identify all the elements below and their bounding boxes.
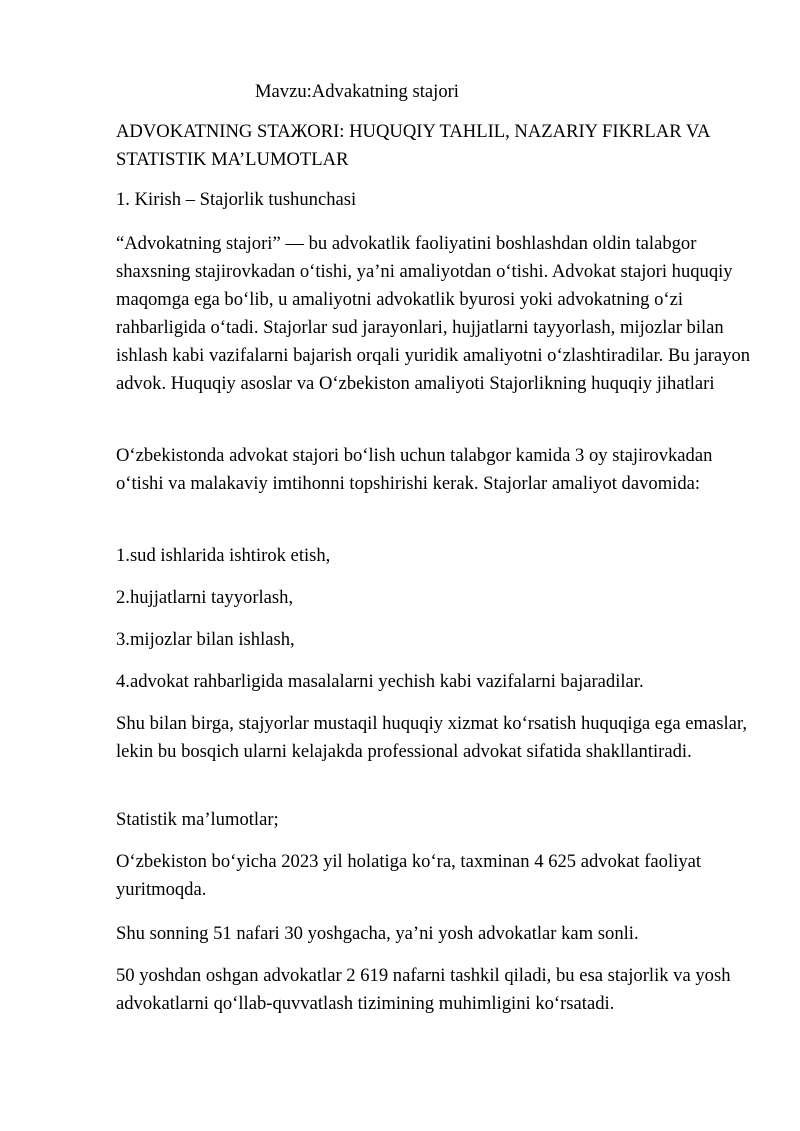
intro-paragraph: “Advokatning stajori” — bu advokatlik faoliyatini boshlashdan oldin talabgor shaxsning stajirovkadan o‘tishi, ya’ni amaliyotdan o‘tishi. Advokat stajori huquqiy maqomga ega bo‘lib, u amaliyotni advokatlik byurosi yoki advokatning o‘zi rahbarligida o‘tadi. Stajorlar sud jarayonlari, hujjatlarni tayyorlash, mijozlar bilan ishlash kabi vazifalarni bajarish orqali yuridik amaliyotni o‘zlashtiradilar. Bu jarayon advok. Huquqiy asoslar va O‘zbekiston amaliyoti Stajorlikning huquqiy jihatlari	[116, 233, 751, 394]
statistic-senior-advocates: 50 yoshdan oshgan advokatlar 2 619 nafarni tashkil qiladi, bu esa stajorlik va yosh advokatlarni qo‘llab-quvvatlash tizimining muhimligini ko‘rsatadi.	[116, 965, 731, 1014]
duty-list-item: 1.sud ishlarida ishtirok etish,	[116, 545, 331, 566]
statistic-young-advocates: Shu sonning 51 nafari 30 yoshgacha, ya’ni yosh advokatlar kam sonli.	[116, 923, 639, 944]
duty-list-item: 2.hujjatlarni tayyorlash,	[116, 587, 294, 608]
intro-heading: 1. Kirish – Stajorlik tushunchasi	[116, 189, 357, 210]
duty-list-item: 3.mijozlar bilan ishlash,	[116, 629, 295, 650]
requirements-paragraph: O‘zbekistonda advokat stajori bo‘lish uchun talabgor kamida 3 oy stajirovkadan o‘tishi va malakaviy imtihonni topshirishi kerak. Stajorlar amaliyot davomida:	[116, 445, 713, 494]
statistics-heading: Statistik ma’lumotlar;	[116, 809, 279, 830]
statistic-total-advocates: O‘zbekiston bo‘yicha 2023 yil holatiga ko‘ra, taxminan 4 625 advokat faoliyat yuritmoqda.	[116, 851, 702, 900]
duty-list-item: 4.advokat rahbarligida masalalarni yechish kabi vazifalarni bajaradilar.	[116, 671, 644, 692]
limitation-paragraph: Shu bilan birga, stajyorlar mustaqil huquqiy xizmat ko‘rsatish huquqiga ega emaslar, lekin bu bosqich ularni kelajakda professional advokat sifatida shakllantiradi.	[116, 713, 747, 762]
document-topic: Mavzu:Advakatning stajori	[255, 81, 459, 102]
document-title: ADVOKATNING STAЖORI: HUQUQIY TAHLIL, NAZARIY FIKRLAR VA STATISTIK MA’LUMOTLAR	[116, 121, 710, 170]
